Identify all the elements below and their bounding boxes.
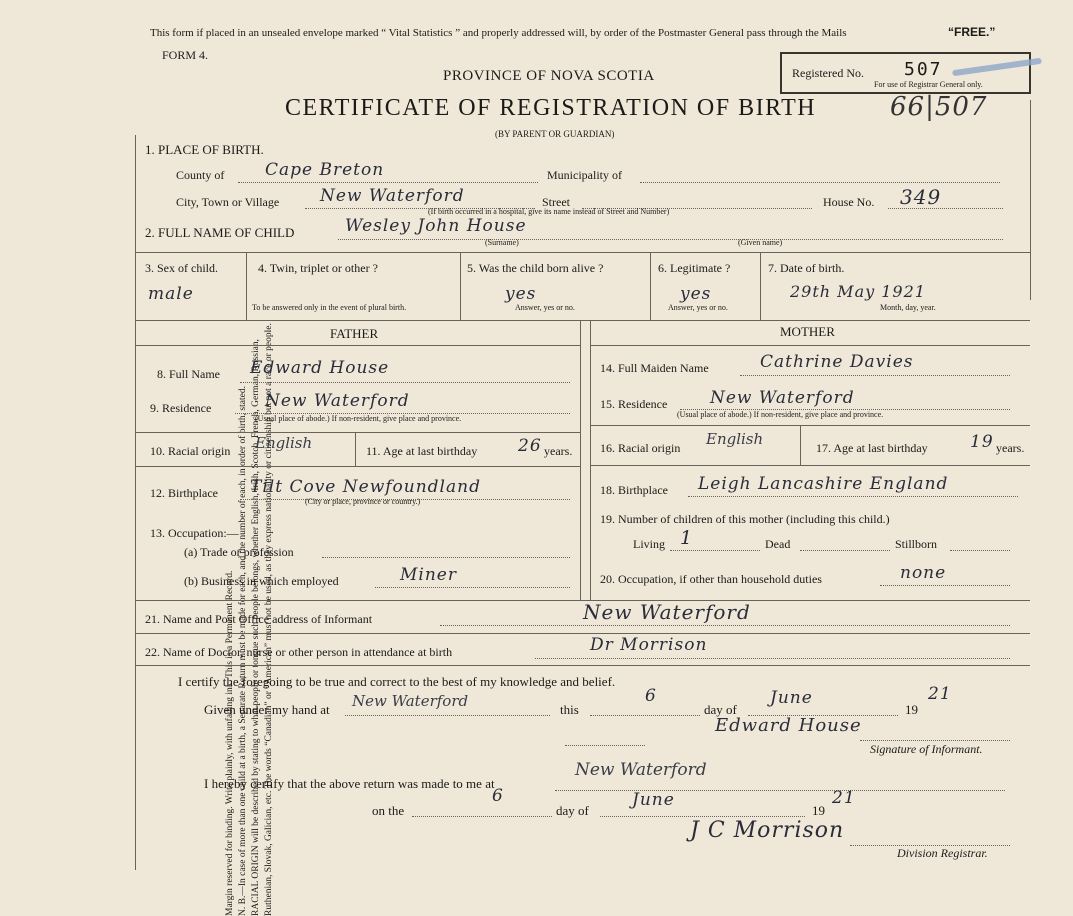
registrar-place: New Waterford (575, 760, 707, 780)
registrar-year: 21 (832, 788, 856, 808)
children-count-label: 19. Number of children of this mother (including this child.) (600, 512, 890, 526)
mother-racial-bottom (590, 465, 1030, 466)
margin-note-1: Margin reserved for binding. Write plainly, with unfading ink. This is a Permanent Record. (225, 570, 235, 916)
mother-birthplace-line (688, 496, 1018, 497)
given-name-note: (Given name) (738, 238, 783, 247)
dead-line (800, 550, 890, 551)
dob-label: 7. Date of birth. (768, 261, 845, 275)
handwritten-reference: 66|507 (890, 92, 988, 122)
margin-note-2: N. B.—In case of more than one child at a birth, a Separate Return must be made for each, and the number of each, in order of birth, stated. (238, 386, 248, 916)
certificate-title: CERTIFICATE OF REGISTRATION OF BIRTH (285, 95, 817, 121)
mother-heading: MOTHER (780, 324, 835, 339)
top-notice: This form if placed in an unsealed envelope marked “ Vital Statistics ” and properly addressed will, by order of the Postmaster General pass through the Mails (150, 27, 847, 39)
county-line (238, 182, 538, 183)
province-heading: PROVINCE OF NOVA SCOTIA (443, 68, 655, 84)
alive-value: yes (505, 284, 537, 304)
stillborn-label: Stillborn (895, 537, 938, 551)
mother-occupation-line (880, 585, 1010, 586)
signature-line-left (565, 745, 645, 746)
on-the-label: on the (372, 803, 405, 818)
business-label: (b) Business in which employed (184, 574, 339, 588)
given-day-line (590, 715, 700, 716)
center-divider (580, 320, 581, 600)
mother-years: years. (996, 441, 1025, 455)
free-label: “FREE.” (948, 25, 996, 39)
father-racial-top (135, 432, 580, 433)
informant-line (440, 625, 1010, 626)
mother-racial-label: 16. Racial origin (600, 441, 681, 455)
this-label: this (560, 702, 579, 717)
child-name-line (338, 239, 1003, 240)
trade-line (322, 557, 570, 558)
doctor-label: 22. Name of Doctor, nurse or other person in attendance at birth (145, 645, 453, 659)
father-residence-label: 9. Residence (150, 401, 212, 415)
father-residence-note: (Usual place of abode.) If non-resident, give place and province. (255, 414, 462, 423)
city-label: City, Town or Village (176, 195, 280, 209)
father-racial-label: 10. Racial origin (150, 444, 231, 458)
street-label: Street (542, 195, 570, 209)
mother-residence-label: 15. Residence (600, 397, 668, 411)
division-registrar-label: Division Registrar. (897, 846, 988, 860)
house-value: 349 (900, 185, 942, 209)
dead-label: Dead (765, 537, 791, 551)
city-value: New Waterford (320, 186, 465, 206)
father-occupation-label: 13. Occupation:— (150, 526, 239, 540)
margin-note-3: RACIAL ORIGIN will be described by stating to what people or tongue such people belongs, whether English, Irish, Scotch, French, German, Russian, (251, 339, 261, 916)
municipality-line (640, 182, 1000, 183)
father-residence-value: New Waterford (265, 391, 410, 411)
certify-top-line (135, 665, 1030, 666)
municipality-label: Municipality of (547, 168, 622, 182)
given-place: New Waterford (352, 692, 469, 710)
certify-text: I certify the foregoing to be true and correct to the best of my knowledge and belief. (178, 674, 616, 689)
col-div-1 (246, 252, 247, 320)
registered-label: Registered No. (792, 66, 864, 80)
informant-signature: Edward House (715, 715, 862, 736)
doctor-value: Dr Morrison (590, 635, 708, 655)
mother-name-line (740, 375, 1010, 376)
blue-ink-mark (952, 58, 1042, 76)
sex-label: 3. Sex of child. (145, 261, 218, 275)
given-place-line (345, 715, 550, 716)
living-label: Living (633, 537, 665, 551)
father-birthplace-label: 12. Birthplace (150, 486, 218, 500)
mother-name-label: 14. Full Maiden Name (600, 361, 709, 375)
row-top-line (135, 252, 1030, 253)
given-year: 21 (928, 684, 952, 704)
right-border (1030, 100, 1031, 300)
twin-note: To be answered only in the event of plural birth. (252, 303, 407, 312)
doctor-line (535, 658, 1010, 659)
mother-birthplace-value: Leigh Lancashire England (698, 474, 949, 494)
living-line (670, 550, 760, 551)
day-of-label: day of (704, 702, 737, 717)
surname-note: (Surname) (485, 238, 519, 247)
mother-residence-note: (Usual place of abode.) If non-resident, give place and province. (677, 410, 884, 419)
mother-age-value: 19 (970, 432, 994, 452)
registrar-month: June (632, 790, 675, 810)
trade-label: (a) Trade or profession (184, 545, 294, 559)
mother-racial-top (590, 425, 1030, 426)
registered-box (780, 52, 1031, 94)
registrar-year-prefix: 19 (812, 803, 825, 818)
alive-label: 5. Was the child born alive ? (467, 261, 604, 275)
form-number: FORM 4. (162, 48, 209, 62)
house-line (888, 208, 1003, 209)
mother-occupation-value: none (900, 563, 947, 583)
mother-occupation-label: 20. Occupation, if other than household duties (600, 572, 822, 586)
father-head-line (135, 345, 580, 346)
father-name-value: Edward House (250, 358, 390, 378)
legitimate-note: Answer, yes or no. (668, 303, 728, 312)
father-heading: FATHER (330, 326, 379, 341)
father-age-value: 26 (518, 436, 542, 456)
child-name-label: 2. FULL NAME OF CHILD (145, 225, 295, 240)
left-border (135, 135, 136, 870)
father-age-label: 11. Age at last birthday (366, 444, 478, 458)
margin-note-4: Ruthenian, Slovak, Galician, etc. The words “Canadian” or “American” must not be used, as they express nationality or citizenship but not a race or people. (264, 323, 274, 916)
registrar-place-line (555, 790, 1005, 791)
mother-residence-value: New Waterford (710, 388, 855, 408)
mother-head-line (590, 345, 1030, 346)
certificate-subtitle: (BY PARENT OR GUARDIAN) (495, 129, 615, 139)
legitimate-value: yes (680, 284, 712, 304)
informant-value: New Waterford (583, 600, 751, 624)
mother-birthplace-label: 18. Birthplace (600, 483, 668, 497)
registrar-day: 6 (492, 786, 504, 806)
registered-note: For use of Registrar General only. (874, 80, 983, 89)
given-month: June (770, 688, 813, 708)
father-years: years. (544, 444, 573, 458)
mother-racial-value: English (706, 430, 764, 448)
alive-note: Answer, yes or no. (515, 303, 575, 312)
mother-name-value: Cathrine Davies (760, 352, 914, 372)
given-label: Given under my hand at (204, 702, 330, 717)
registrar-signature: J C Morrison (690, 818, 845, 843)
legitimate-label: 6. Legitimate ? (658, 261, 731, 275)
row-bottom-line (135, 320, 1030, 321)
business-line (375, 587, 570, 588)
business-value: Miner (400, 565, 457, 585)
county-value: Cape Breton (265, 160, 385, 180)
dob-value: 29th May 1921 (790, 282, 926, 301)
sex-value: male (148, 284, 194, 304)
signature-line-right (860, 740, 1010, 741)
county-label: County of (176, 168, 225, 182)
street-note: (If birth occurred in a hospital, give its name instead of Street and Number) (428, 207, 670, 216)
twin-label: 4. Twin, triplet or other ? (258, 261, 378, 275)
registered-number: 507 (904, 59, 943, 80)
father-racial-div (355, 432, 356, 466)
col-div-4 (760, 252, 761, 320)
col-div-3 (650, 252, 651, 320)
mother-age-label: 17. Age at last birthday (816, 441, 928, 455)
registrar-text: I hereby certify that the above return was made to me at (204, 776, 495, 791)
house-label: House No. (823, 195, 875, 209)
col-div-2 (460, 252, 461, 320)
registrar-day-line (412, 816, 552, 817)
living-value: 1 (680, 527, 694, 549)
father-racial-bottom (135, 466, 580, 467)
given-day: 6 (645, 686, 657, 706)
father-racial-value: English (255, 434, 313, 452)
year-prefix: 19 (905, 702, 918, 717)
father-name-label: 8. Full Name (157, 367, 220, 381)
father-birthplace-value: Tilt Cove Newfoundland (250, 477, 481, 497)
child-name-value: Wesley John House (345, 216, 527, 236)
father-birthplace-note: (City or place, province or country.) (305, 497, 421, 506)
stillborn-line (950, 550, 1010, 551)
center-divider-2 (590, 320, 591, 600)
registrar-day-of: day of (556, 803, 589, 818)
dob-note: Month, day, year. (880, 303, 936, 312)
informant-bottom-line (135, 633, 1030, 634)
signature-informant-label: Signature of Informant. (870, 742, 983, 756)
informant-label: 21. Name and Post Office address of Informant (145, 612, 373, 626)
mother-racial-div (800, 425, 801, 465)
father-name-line (240, 382, 570, 383)
place-of-birth-heading: 1. PLACE OF BIRTH. (145, 142, 264, 157)
registrar-month-line (600, 816, 805, 817)
